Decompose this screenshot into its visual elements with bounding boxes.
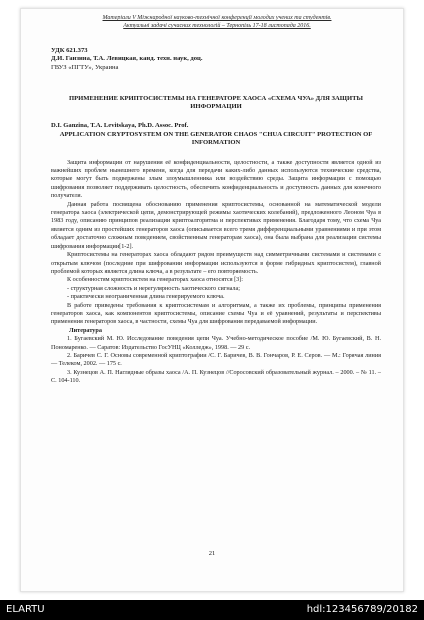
authors-en: D.I. Ganzina, T.A. Levitskaya, Ph.D. Assoc. Prof. bbox=[51, 122, 189, 130]
paragraph: Защита информации от нарушения её конфиденциальности, целостности, а также доступности является одной из важнейших проблем нынешнего времени, когда для передачи каких-либо данных используются технические средства, которые могут быть подвержены злым злоумышленника или воздействию среды. Защита информации с помощью шифрования позволяет поддерживать целостность, обеспечить конфиденциальность и доступность данных для конечного получателя. bbox=[51, 158, 381, 200]
running-header bbox=[49, 14, 385, 30]
repository-footer bbox=[0, 600, 424, 620]
document-page bbox=[20, 8, 404, 592]
authors-ru: Д.И. Ганзина, Т.А. Левицкая, канд. техн. наук, доц. bbox=[51, 55, 203, 63]
udk-code: УДК 621.373 bbox=[51, 47, 88, 54]
reference-item: 3. Кузнецов А. П. Наглядные образы хаоса /А. П. Кузнецов //Соросовский образовательный журнал. – 2000. – № 11. – С. 104-110. bbox=[51, 368, 381, 385]
paragraph: Криптосистемы на генераторах хаоса обладают рядом преимуществ над симметричными системами и системами с открытым ключом (последние при шифровании информации используются в форме гибридных криптосистем), главной проблемой которых является длина ключа, а в результате – его повторяемость. bbox=[51, 251, 381, 275]
organization: ГВУЗ «ПГТУ», Украина bbox=[51, 63, 119, 71]
repository-name: ELARTU bbox=[6, 604, 45, 615]
reference-item: 2. Баричев С. Г. Основы современной криптографии /С. Г. Баричев, В. В. Гончаров, Р. Е. Серов. — М.: Горячая линия — Телеком, 2002. — 175 с. bbox=[51, 351, 381, 368]
header-line-1: Матеріали V Міжнародної науково-технічної конференції молодих учених та студентів. bbox=[102, 15, 332, 21]
reference-item: 1. Бугаевский М. Ю. Исследование поведения цепи Чуа. Учебно-методическое пособие /М. Ю. Бугаевский, В. Н. Пономаренко. — Саратов: Издательство ГосУНЦ «Колледж», 1998. — 29 с. bbox=[51, 335, 381, 351]
article-body bbox=[51, 159, 381, 386]
title-ru: ПРИМЕНЕНИЕ КРИПТОСИСТЕМЫ НА ГЕНЕРАТОРЕ ХАОСА «СХЕМА ЧУА» ДЛЯ ЗАЩИТЫ ИНФОРМАЦИИ bbox=[68, 95, 364, 111]
title-en: APPLICATION CRYPTOSYSTEM ON THE GENERATOR CHAOS "CHUA CIRCUIT" PROTECTION OF INFORMATION bbox=[59, 130, 373, 146]
features-intro: К особенностям криптосистем на генераторах хаоса относятся [3]: bbox=[67, 276, 244, 284]
references-heading: Литература bbox=[69, 326, 102, 334]
conclusion-paragraph: В работе приведены требования к криптосистемам и алгоритмам, а также их проблемы, принципы применения генераторов хаоса, как компонентов криптосистемы, описание схемы Чуа и её уравнений, результаты и перспективы применения генераторов хаоса, в частности, схемы Чуа для шифрования передаваемой информации. bbox=[51, 301, 381, 326]
header-line-2: Актуальні задачі сучасних технологій – Тернопіль 17-18 листопада 2016. bbox=[123, 23, 311, 29]
handle-link[interactable]: hdl:123456789/20182 bbox=[306, 604, 418, 615]
page-number: 21 bbox=[208, 550, 216, 557]
article-content bbox=[51, 47, 381, 386]
feature-item: - практически неограниченная длина генерируемого ключа. bbox=[67, 293, 225, 301]
paragraph: Данная работа посвящена обоснованию применения криптосистемы, основанной на математической модели генератора хаоса (электрической цепи, демонстрирующей режимы хаотических колебаний), предложенного Леоном Чуа в 1983 году, описанию принципов реализации криптоалгоритма и перспективах применения. Благодаря тому, что схема Чуа является одним из простейших генераторов хаоса (описывается всего тремя дифференциальными уравнениями и при этом обладает достаточно сложным поведением, свойственным генераторам хаоса), она была выбрана для реализации системы шифрования информации[1-2]. bbox=[51, 200, 381, 250]
feature-item: - структурная сложность и нерегулярность хаотического сигнала; bbox=[67, 284, 240, 292]
